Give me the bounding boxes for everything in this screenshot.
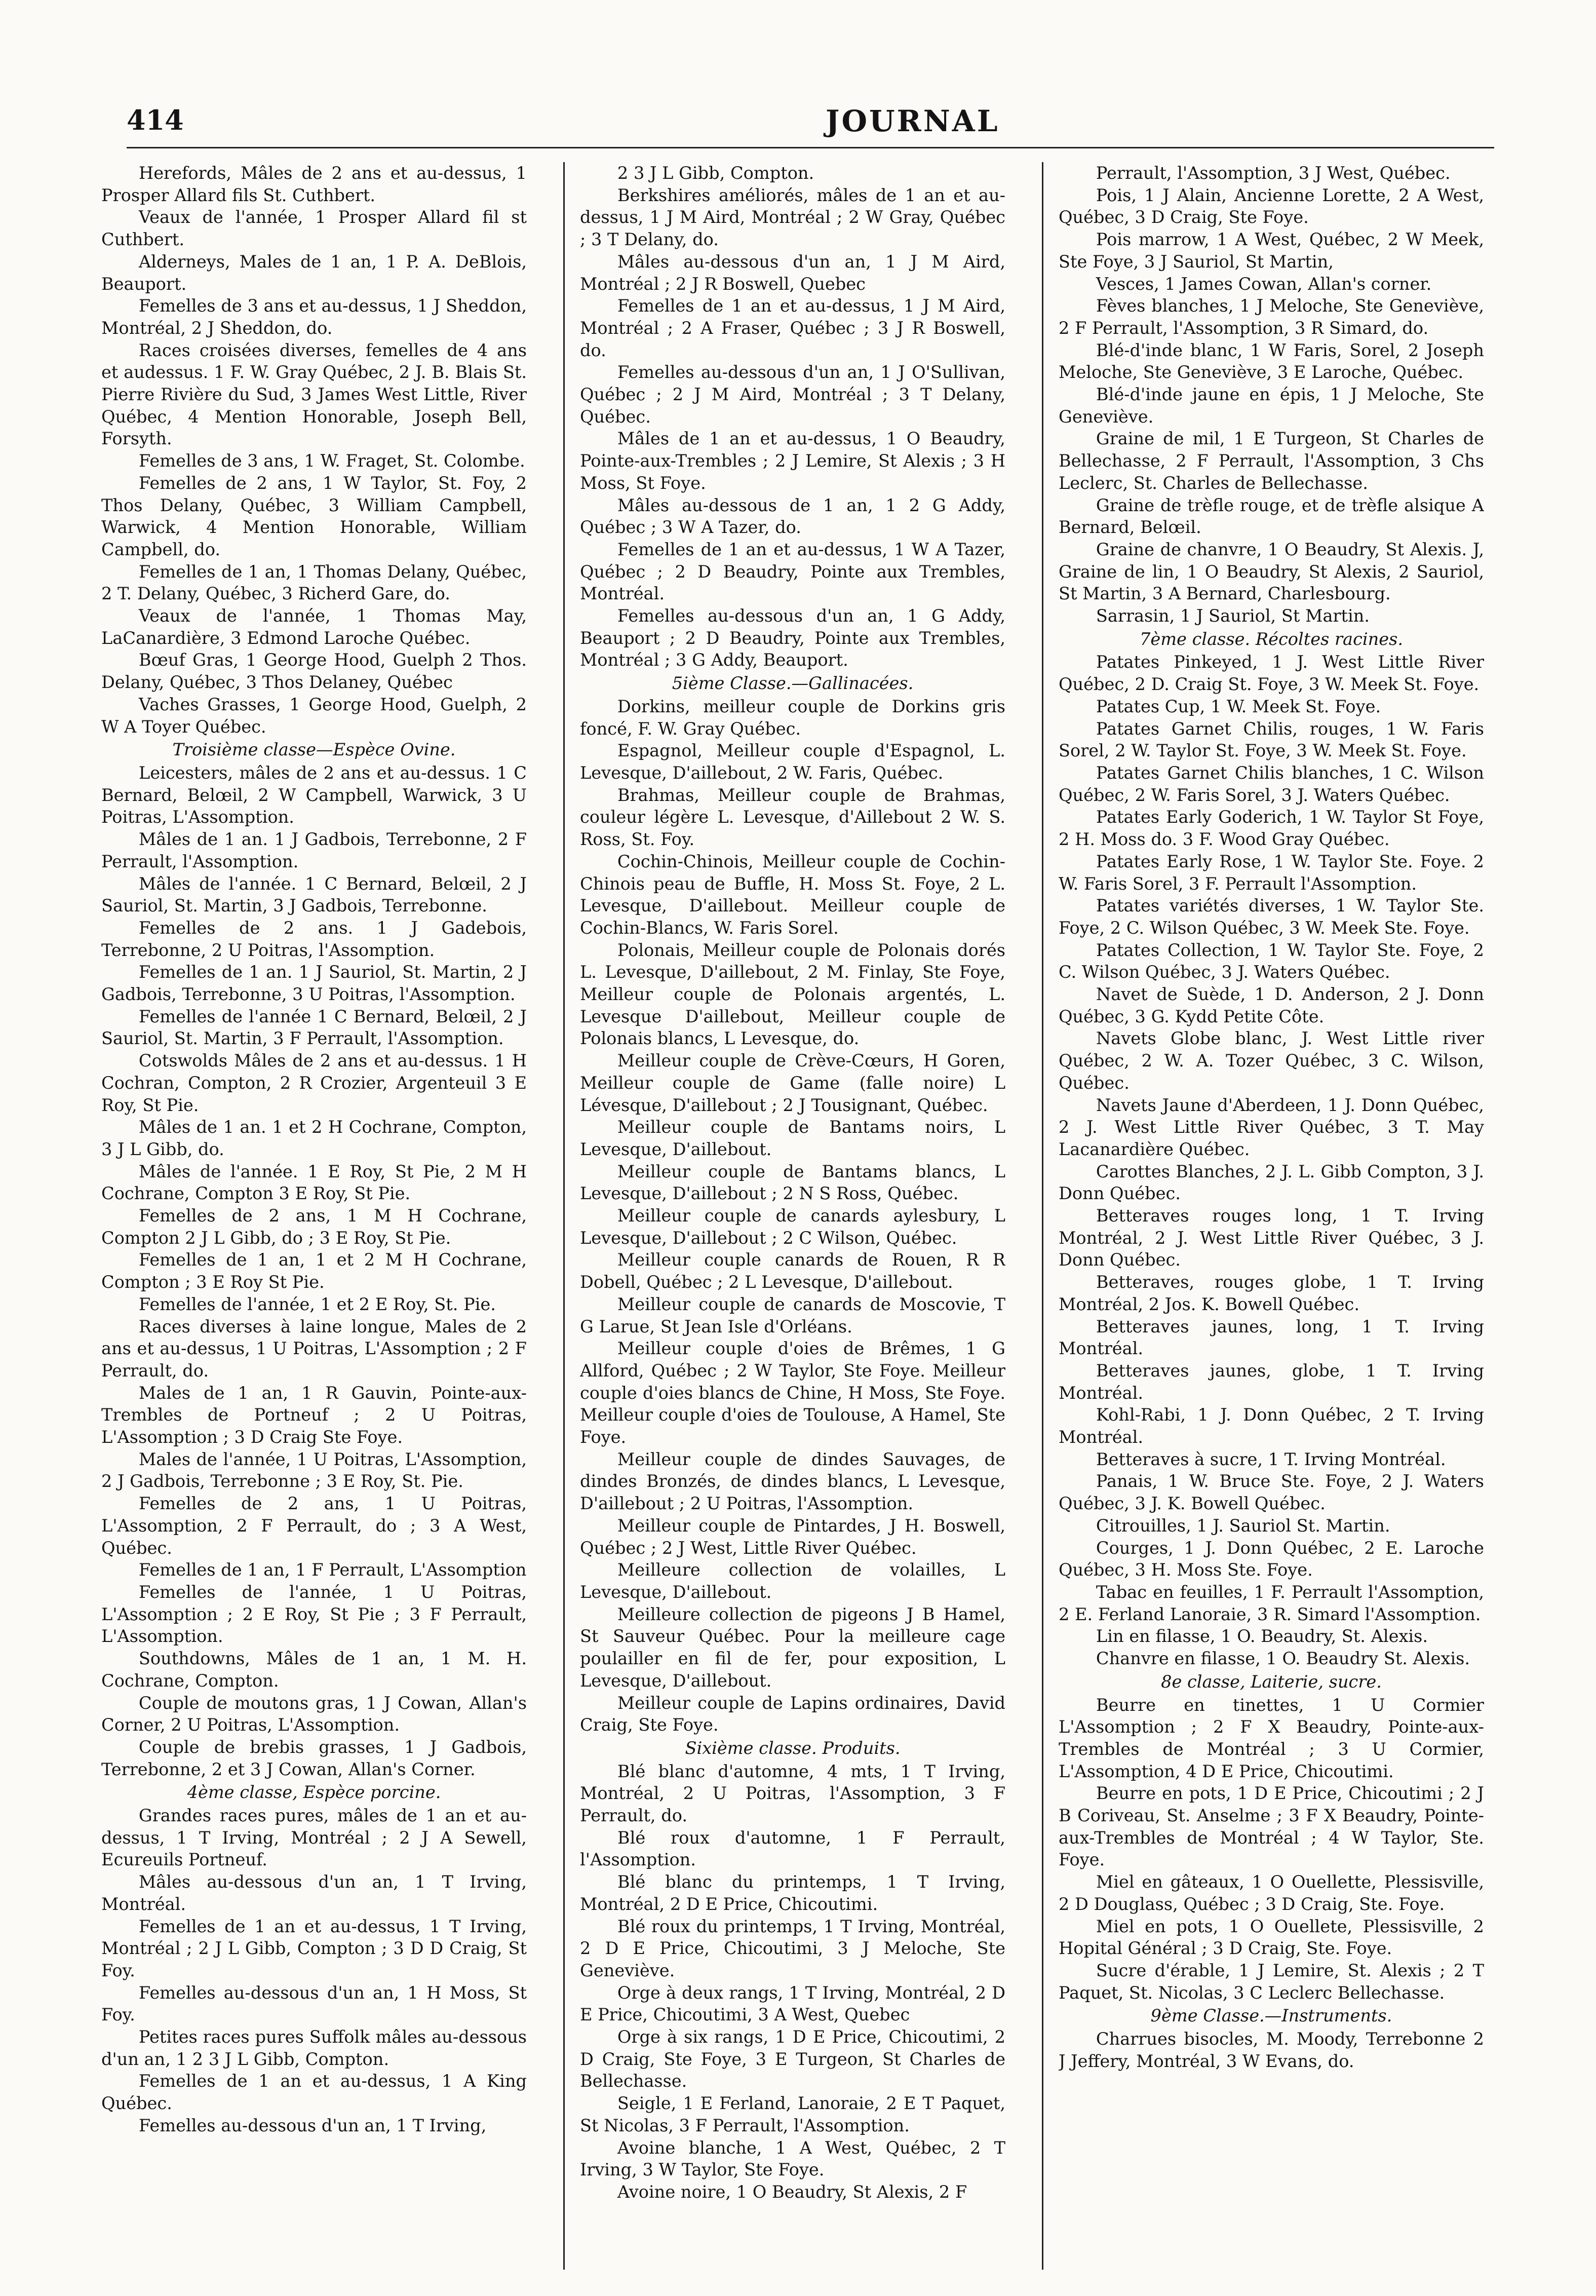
entry-paragraph: Femelles de 3 ans et au-dessus, 1 J Sheddon, Montréal, 2 J Sheddon, do.	[101, 296, 527, 338]
section-heading: Troisième classe—Espèce Ovine.	[172, 740, 456, 760]
entry-paragraph: Mâles de l'année. 1 C Bernard, Belœil, 2 J Sauriol, St. Martin, 3 J Gadbois, Terrebonne.	[101, 873, 527, 916]
entry-paragraph: Meilleure collection de volailles, L Levesque, D'aillebout.	[580, 1560, 1005, 1602]
entry-paragraph: Tabac en feuilles, 1 F. Perrault l'Assomption, 2 E. Ferland Lanoraie, 3 R. Simard l'Assomption.	[1059, 1582, 1484, 1624]
entry-paragraph: Miel en pots, 1 O Ouellete, Plessisville, 2 Hopital Général ; 3 D Craig, Ste. Foye.	[1059, 1916, 1484, 1959]
entry-paragraph: Herefords, Mâles de 2 ans et au-dessus, 1 Prosper Allard fils St. Cuthbert.	[101, 163, 527, 205]
entry-paragraph: Pois marrow, 1 A West, Québec, 2 W Meek, Ste Foye, 3 J Sauriol, St Martin,	[1059, 229, 1484, 272]
entry-paragraph: Courges, 1 J. Donn Québec, 2 E. Laroche Québec, 3 H. Moss Ste. Foye.	[1059, 1538, 1484, 1580]
entry-paragraph: Miel en gâteaux, 1 O Ouellette, Plessisville, 2 D Douglass, Québec ; 3 D Craig, Ste. Foye.	[1059, 1872, 1484, 1914]
entry-paragraph: Femelles de 2 ans, 1 U Poitras, L'Assomption, 2 F Perrault, do ; 3 A West, Québec.	[101, 1494, 527, 1558]
entry-paragraph: Meilleur couple de Bantams blancs, L Levesque, D'aillebout ; 2 N S Ross, Québec.	[580, 1161, 1005, 1204]
entry-paragraph: Femelles de 1 an. 1 J Sauriol, St. Martin, 2 J Gadbois, Terrebonne, 3 U Poitras, l'Assomption.	[101, 962, 527, 1005]
entry-paragraph: Mâles de 1 an et au-dessus, 1 O Beaudry, Pointe-aux-Trembles ; 2 J Lemire, St Alexis ; 3 H Moss, St Foye.	[580, 429, 1005, 493]
entry-paragraph: Femelles de 2 ans, 1 M H Cochrane, Compton 2 J L Gibb, do ; 3 E Roy, St Pie.	[101, 1206, 527, 1248]
entry-paragraph: Orge à deux rangs, 1 T Irving, Montréal, 2 D E Price, Chicoutimi, 3 A West, Quebec	[580, 1982, 1005, 2025]
column-divider	[563, 162, 565, 2270]
entry-paragraph: Mâles au-dessous de 1 an, 1 2 G Addy, Québec ; 3 W A Tazer, do.	[580, 495, 1005, 538]
entry-paragraph: Veaux de l'année, 1 Thomas May, LaCanardière, 3 Edmond Laroche Québec.	[101, 606, 527, 648]
entry-paragraph: Femelles de 1 an et au-dessus, 1 A King Québec.	[101, 2071, 527, 2114]
entry-paragraph: Espagnol, Meilleur couple d'Espagnol, L. Levesque, D'aillebout, 2 W. Faris, Québec.	[580, 741, 1005, 783]
entry-paragraph: Avoine noire, 1 O Beaudry, St Alexis, 2 F	[617, 2182, 967, 2202]
entry-paragraph: Patates variétés diverses, 1 W. Taylor Ste. Foye, 2 C. Wilson Québec, 3 W. Meek Ste. Foye.	[1059, 896, 1484, 938]
section-heading: 4ème classe, Espèce porcine.	[187, 1782, 441, 1803]
entry-paragraph: Patates Early Rose, 1 W. Taylor Ste. Foye. 2 W. Faris Sorel, 3 F. Perrault l'Assomption.	[1059, 851, 1484, 894]
entry-paragraph: Lin en filasse, 1 O. Beaudry, St. Alexis.	[1096, 1626, 1428, 1647]
entry-paragraph: Dorkins, meilleur couple de Dorkins gris foncé, F. W. Gray Québec.	[580, 696, 1005, 739]
entry-paragraph: Meilleur couple de canards aylesbury, L Levesque, D'aillebout ; 2 C Wilson, Québec.	[580, 1206, 1005, 1248]
text-column-2	[580, 162, 1005, 2270]
entry-paragraph: Femelles de 1 an, 1 F Perrault, L'Assomption	[138, 1560, 527, 1580]
entry-paragraph: Graine de chanvre, 1 O Beaudry, St Alexis. J, Graine de lin, 1 O Beaudry, St Alexis, 2 Sauriol, St Martin, 3 A Bernard, Charlesbourg.	[1059, 539, 1484, 604]
entry-paragraph: Navets Globe blanc, J. West Little river Québec, 2 W. A. Tozer Québec, 3 C. Wilson, Québec.	[1059, 1028, 1484, 1093]
entry-paragraph: Femelles de 2 ans, 1 W Taylor, St. Foy, 2 Thos Delany, Québec, 3 William Campbell, Warwick, 4 Mention Honorable, William Campbell, do.	[101, 473, 527, 559]
entry-paragraph: Fèves blanches, 1 J Meloche, Ste Geneviève, 2 F Perrault, l'Assomption, 3 R Simard, do.	[1059, 296, 1484, 338]
text-column-3	[1059, 162, 1484, 2270]
entry-paragraph: Pois, 1 J Alain, Ancienne Lorette, 2 A West, Québec, 3 D Craig, Ste Foye.	[1059, 185, 1484, 227]
entry-paragraph: Femelles au-dessous d'un an, 1 T Irving,	[138, 2115, 487, 2135]
page-header	[127, 104, 1494, 144]
entry-paragraph: Blé-d'inde blanc, 1 W Faris, Sorel, 2 Joseph Meloche, Ste Geneviève, 3 E Laroche, Québec.	[1059, 340, 1484, 382]
entry-paragraph: Berkshires améliorés, mâles de 1 an et au-dessus, 1 J M Aird, Montréal ; 2 W Gray, Québec ; 3 T Delany, do.	[580, 185, 1005, 250]
section-heading: 8e classe, Laiterie, sucre.	[1161, 1671, 1382, 1692]
entry-paragraph: Meilleur couple de Pintardes, J H. Boswell, Québec ; 2 J West, Little River Québec.	[580, 1515, 1005, 1558]
entry-paragraph: Couple de brebis grasses, 1 J Gadbois, Terrebonne, 2 et 3 J Cowan, Allan's Corner.	[101, 1737, 527, 1779]
entry-paragraph: Femelles de l'année 1 C Bernard, Belœil, 2 J Sauriol, St. Martin, 3 F Perrault, l'Assomption.	[101, 1006, 527, 1049]
header-rule	[127, 147, 1494, 148]
entry-paragraph: Couple de moutons gras, 1 J Cowan, Allan's Corner, 2 U Poitras, L'Assomption.	[101, 1693, 527, 1735]
entry-paragraph: Patates Early Goderich, 1 W. Taylor St Foye, 2 H. Moss do. 3 F. Wood Gray Québec.	[1059, 807, 1484, 850]
entry-paragraph: Patates Pinkeyed, 1 J. West Little River Québec, 2 D. Craig St. Foye, 3 W. Meek St. Foye.	[1059, 652, 1484, 695]
entry-paragraph: Meilleur couple de Bantams noirs, L Levesque, D'aillebout.	[580, 1117, 1005, 1159]
entry-paragraph: Alderneys, Males de 1 an, 1 P. A. DeBlois, Beauport.	[101, 251, 527, 294]
entry-paragraph: Citrouilles, 1 J. Sauriol St. Martin.	[1096, 1515, 1390, 1536]
entry-paragraph: Mâles au-dessous d'un an, 1 J M Aird, Montréal ; 2 J R Boswell, Quebec	[580, 251, 1005, 294]
entry-paragraph: Mâles de 1 an. 1 J Gadbois, Terrebonne, 2 F Perrault, l'Assomption.	[101, 829, 527, 871]
entry-paragraph: Graine de trèfle rouge, et de trèfle alsique A Bernard, Belœil.	[1059, 495, 1484, 538]
entry-paragraph: Meilleur couple canards de Rouen, R R Dobell, Québec ; 2 L Levesque, D'aillebout.	[580, 1250, 1005, 1292]
entry-paragraph: Femelles de 1 an et au-dessus, 1 T Irving, Montréal ; 2 J L Gibb, Compton ; 3 D D Craig, St Foy.	[101, 1916, 527, 1980]
entry-paragraph: Sarrasin, 1 J Sauriol, St Martin.	[1096, 606, 1370, 626]
entry-paragraph: Males de l'année, 1 U Poitras, L'Assomption, 2 J Gadbois, Terrebonne ; 3 E Roy, St. Pie.	[101, 1449, 527, 1491]
entry-paragraph: Meilleur couple de Crève-Cœurs, H Goren, Meilleur couple de Game (falle noire) L Lévesque, D'aillebout ; 2 J Tousignant, Québec.	[580, 1051, 1005, 1115]
entry-paragraph: Meilleur couple d'oies de Brêmes, 1 G Allford, Québec ; 2 W Taylor, Ste Foye. Meilleur couple d'oies blancs de Chine, H Moss, Ste Foye. Meilleur couple d'oies de Toulouse, A Hamel, Ste Foye.	[580, 1338, 1005, 1447]
entry-paragraph: Patates Garnet Chilis blanches, 1 C. Wilson Québec, 2 W. Faris Sorel, 3 J. Waters Québec.	[1059, 762, 1484, 805]
entry-paragraph: Charrues bisocles, M. Moody, Terrebonne 2 J Jeffery, Montréal, 3 W Evans, do.	[1059, 2029, 1484, 2071]
entry-paragraph: Graine de mil, 1 E Turgeon, St Charles de Bellechasse, 2 F Perrault, l'Assomption, 3 Chs Leclerc, St. Charles de Bellechasse.	[1059, 429, 1484, 493]
entry-paragraph: Vaches Grasses, 1 George Hood, Guelph, 2 W A Toyer Québec.	[101, 694, 527, 737]
entry-paragraph: Bœuf Gras, 1 George Hood, Guelph 2 Thos. Delany, Québec, 3 Thos Delaney, Québec	[101, 650, 527, 693]
entry-paragraph: Seigle, 1 E Ferland, Lanoraie, 2 E T Paquet, St Nicolas, 3 F Perrault, l'Assomption.	[580, 2093, 1005, 2135]
entry-paragraph: Betteraves jaunes, long, 1 T. Irving Montréal.	[1059, 1316, 1484, 1359]
entry-paragraph: Femelles de 1 an, 1 Thomas Delany, Québec, 2 T. Delany, Québec, 3 Richerd Gare, do.	[101, 561, 527, 604]
entry-paragraph: Chanvre en filasse, 1 O. Beaudry St. Alexis.	[1096, 1649, 1470, 1669]
entry-paragraph: Veaux de l'année, 1 Prosper Allard fil st Cuthbert.	[101, 207, 527, 250]
entry-paragraph: Navets Jaune d'Aberdeen, 1 J. Donn Québec, 2 J. West Little River Québec, 3 T. May Lacanardière Québec.	[1059, 1095, 1484, 1159]
entry-paragraph: Perrault, l'Assomption, 3 J West, Québec.	[1096, 163, 1451, 183]
entry-paragraph: Femelles de 3 ans, 1 W. Fraget, St. Colombe.	[138, 451, 525, 471]
entry-paragraph: Brahmas, Meilleur couple de Brahmas, couleur légère L. Levesque, d'Aillebout 2 W. S. Ross, St. Foy.	[580, 785, 1005, 850]
entry-paragraph: Patates Garnet Chilis, rouges, 1 W. Faris Sorel, 2 W. Taylor St. Foye, 3 W. Meek St. Foye.	[1059, 718, 1484, 761]
entry-paragraph: Femelles au-dessous d'un an, 1 G Addy, Beauport ; 2 D Beaudry, Pointe aux Trembles, Montréal ; 3 G Addy, Beauport.	[580, 606, 1005, 670]
section-heading: 7ème classe. Récoltes racines.	[1139, 629, 1404, 649]
entry-paragraph: Southdowns, Mâles de 1 an, 1 M. H. Cochrane, Compton.	[101, 1649, 527, 1691]
entry-paragraph: Betteraves à sucre, 1 T. Irving Montréal.	[1096, 1449, 1446, 1469]
entry-paragraph: Femelles au-dessous d'un an, 1 H Moss, St Foy.	[101, 1982, 527, 2025]
entry-paragraph: Blé blanc du printemps, 1 T Irving, Montréal, 2 D E Price, Chicoutimi.	[580, 1872, 1005, 1914]
entry-paragraph: Petites races pures Suffolk mâles au-dessous d'un an, 1 2 3 J L Gibb, Compton.	[101, 2027, 527, 2069]
entry-paragraph: Leicesters, mâles de 2 ans et au-dessus. 1 C Bernard, Belœil, 2 W Campbell, Warwick, 3 U Poitras, L'Assomption.	[101, 762, 527, 827]
page-number: 414	[127, 104, 184, 136]
section-heading: 5ième Classe.—Gallinacées.	[672, 673, 914, 694]
entry-paragraph: Navet de Suède, 1 D. Anderson, 2 J. Donn Québec, 3 G. Kydd Petite Côte.	[1059, 984, 1484, 1026]
entry-paragraph: Grandes races pures, mâles de 1 an et au-dessus, 1 T Irving, Montréal ; 2 J A Sewell, Ecureuils Portneuf.	[101, 1806, 527, 1870]
page-title: JOURNAL	[826, 104, 1000, 138]
entry-paragraph: Races diverses à laine longue, Males de 2 ans et au-dessus, 1 U Poitras, L'Assomption ; 2 F Perrault, do.	[101, 1316, 527, 1381]
entry-paragraph: Patates Collection, 1 W. Taylor Ste. Foye, 2 C. Wilson Québec, 3 J. Waters Québec.	[1059, 940, 1484, 982]
entry-paragraph: Femelles au-dessous d'un an, 1 J O'Sullivan, Québec ; 2 J M Aird, Montréal ; 3 T Delany, Québec.	[580, 362, 1005, 427]
entry-paragraph: Sucre d'érable, 1 J Lemire, St. Alexis ; 2 T Paquet, St. Nicolas, 3 C Leclerc Bellechasse.	[1059, 1960, 1484, 2003]
entry-paragraph: Beurre en pots, 1 D E Price, Chicoutimi ; 2 J B Coriveau, St. Anselme ; 3 F X Beaudry, Pointe-aux-Trembles de Montréal ; 4 W Taylor, Ste. Foye.	[1059, 1783, 1484, 1870]
entry-paragraph: Femelles de 1 an, 1 et 2 M H Cochrane, Compton ; 3 E Roy St Pie.	[101, 1250, 527, 1292]
entry-paragraph: Beurre en tinettes, 1 U Cormier L'Assomption ; 2 F X Beaudry, Pointe-aux-Trembles de Montréal ; 3 U Cormier, L'Assomption, 4 D E Price, Chicoutimi.	[1059, 1695, 1484, 1781]
entry-paragraph: Blé blanc d'automne, 4 mts, 1 T Irving, Montréal, 2 U Poitras, l'Assomption, 3 F Perrault, do.	[580, 1761, 1005, 1826]
entry-paragraph: Carottes Blanches, 2 J. L. Gibb Compton, 3 J. Donn Québec.	[1059, 1161, 1484, 1204]
entry-paragraph: Betteraves rouges long, 1 T. Irving Montréal, 2 J. West Little River Québec, 3 J. Donn Québec.	[1059, 1206, 1484, 1270]
column-divider	[1042, 162, 1043, 2270]
entry-paragraph: Panais, 1 W. Bruce Ste. Foye, 2 J. Waters Québec, 3 J. K. Bowell Québec.	[1059, 1471, 1484, 1514]
section-heading: Sixième classe. Produits.	[685, 1738, 901, 1758]
entry-paragraph: Vesces, 1 James Cowan, Allan's corner.	[1096, 274, 1432, 294]
entry-paragraph: Mâles de 1 an. 1 et 2 H Cochrane, Compton, 3 J L Gibb, do.	[101, 1117, 527, 1159]
entry-paragraph: Kohl-Rabi, 1 J. Donn Québec, 2 T. Irving Montréal.	[1059, 1405, 1484, 1447]
entry-paragraph: Races croisées diverses, femelles de 4 ans et audessus. 1 F. W. Gray Québec, 2 J. B. Blais St. Pierre Rivière du Sud, 3 James West Little, River Québec, 4 Mention Honorable, Joseph Bell, Forsyth.	[101, 340, 527, 449]
entry-paragraph: Patates Cup, 1 W. Meek St. Foye.	[1096, 696, 1381, 716]
entry-paragraph: Avoine blanche, 1 A West, Québec, 2 T Irving, 3 W Taylor, Ste Foye.	[580, 2137, 1005, 2180]
entry-paragraph: Mâles au-dessous d'un an, 1 T Irving, Montréal.	[101, 1872, 527, 1914]
entry-paragraph: Mâles de l'année. 1 E Roy, St Pie, 2 M H Cochrane, Compton 3 E Roy, St Pie.	[101, 1161, 527, 1204]
entry-paragraph: Blé roux du printemps, 1 T Irving, Montréal, 2 D E Price, Chicoutimi, 3 J Meloche, Ste Geneviève.	[580, 1916, 1005, 1980]
entry-paragraph: Blé roux d'automne, 1 F Perrault, l'Assomption.	[580, 1827, 1005, 1870]
entry-paragraph: Femelles de 1 an et au-dessus, 1 W A Tazer, Québec ; 2 D Beaudry, Pointe aux Trembles, Montréal.	[580, 539, 1005, 604]
entry-paragraph: Cotswolds Mâles de 2 ans et au-dessus. 1 H Cochran, Compton, 2 R Crozier, Argenteuil 3 E Roy, St Pie.	[101, 1051, 527, 1115]
entry-paragraph: Meilleur couple de Lapins ordinaires, David Craig, Ste Foye.	[580, 1693, 1005, 1735]
entry-paragraph: Orge à six rangs, 1 D E Price, Chicoutimi, 2 D Craig, Ste Foye, 3 E Turgeon, St Charles de Bellechasse.	[580, 2027, 1005, 2091]
entry-paragraph: Meilleure collection de pigeons J B Hamel, St Sauveur Québec. Pour la meilleure cage poulailler en fil de fer, pour exposition, L Levesque, D'aillebout.	[580, 1604, 1005, 1691]
section-heading: 9ème Classe.—Instruments.	[1150, 2006, 1392, 2026]
text-column-1	[101, 162, 527, 2270]
entry-paragraph: Femelles de l'année, 1 et 2 E Roy, St. Pie.	[138, 1294, 496, 1314]
entry-paragraph: 2 3 J L Gibb, Compton.	[617, 163, 814, 183]
entry-paragraph: Meilleur couple de dindes Sauvages, de dindes Bronzés, de dindes blancs, L Levesque, D'aillebout ; 2 U Poitras, l'Assomption.	[580, 1449, 1005, 1514]
entry-paragraph: Males de 1 an, 1 R Gauvin, Pointe-aux-Trembles de Portneuf ; 2 U Poitras, L'Assomption ; 3 D Craig Ste Foye.	[101, 1383, 527, 1447]
entry-paragraph: Betteraves jaunes, globe, 1 T. Irving Montréal.	[1059, 1360, 1484, 1403]
entry-paragraph: Femelles de 2 ans. 1 J Gadebois, Terrebonne, 2 U Poitras, l'Assomption.	[101, 917, 527, 960]
entry-paragraph: Femelles de 1 an et au-dessus, 1 J M Aird, Montréal ; 2 A Fraser, Québec ; 3 J R Boswell, do.	[580, 296, 1005, 360]
entry-paragraph: Femelles de l'année, 1 U Poitras, L'Assomption ; 2 E Roy, St Pie ; 3 F Perrault, L'Assomption.	[101, 1582, 527, 1647]
entry-paragraph: Cochin-Chinois, Meilleur couple de Cochin-Chinois peau de Buffle, H. Moss St. Foye, 2 L. Levesque, D'aillebout. Meilleur couple de Cochin-Blancs, W. Faris Sorel.	[580, 851, 1005, 938]
entry-paragraph: Meilleur couple de canards de Moscovie, T G Larue, St Jean Isle d'Orléans.	[580, 1294, 1005, 1336]
entry-paragraph: Betteraves, rouges globe, 1 T. Irving Montréal, 2 Jos. K. Bowell Québec.	[1059, 1272, 1484, 1314]
entry-paragraph: Blé-d'inde jaune en épis, 1 J Meloche, Ste Geneviève.	[1059, 385, 1484, 427]
entry-paragraph: Polonais, Meilleur couple de Polonais dorés L. Levesque, D'aillebout, 2 M. Finlay, Ste Foye, Meilleur couple de Polonais argentés, L. Levesque D'aillebout, Meilleur couple de Polonais blancs, L Levesque, do.	[580, 940, 1005, 1049]
